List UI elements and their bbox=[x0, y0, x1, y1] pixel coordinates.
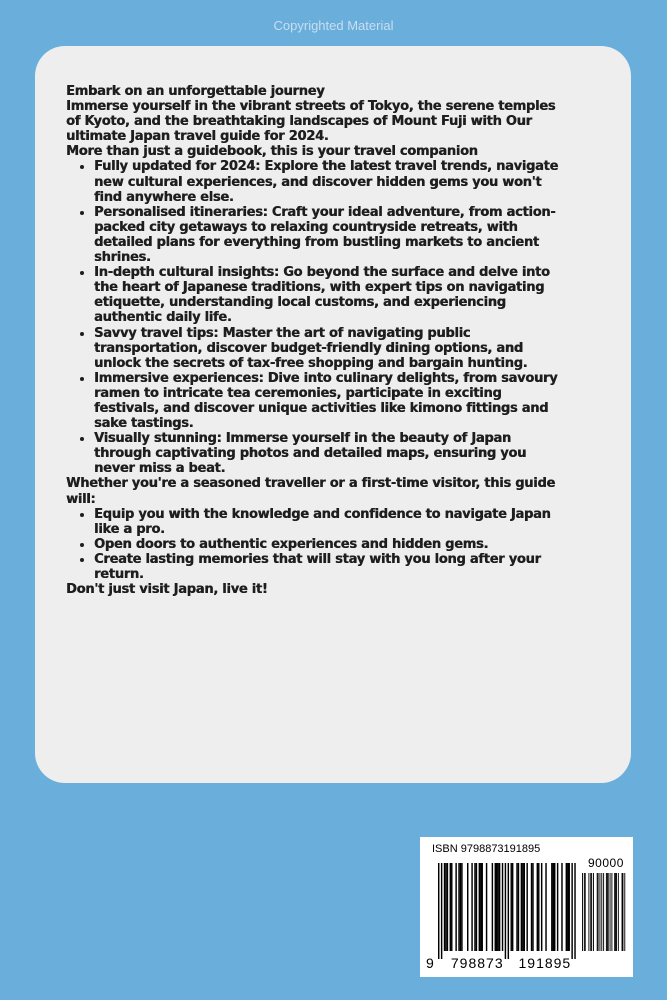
intro-heading: Embark on an unforgettable journey bbox=[66, 84, 325, 99]
barcode-digits-right: 191895 bbox=[518, 955, 572, 971]
feature-item: • Visually stunning: Immerse yourself in the beauty of Japan through captivating photos and detailed maps, ensuring you never miss a beat. bbox=[94, 431, 566, 476]
guide-lead: Whether you're a seasoned traveller or a first-time visitor, this guide will: bbox=[66, 476, 555, 507]
book-description bbox=[66, 84, 566, 597]
barcode-box bbox=[420, 837, 633, 977]
price-addon-barcode-graphic bbox=[582, 871, 626, 955]
barcode-digit-first: 9 bbox=[426, 955, 435, 971]
feature-item: • Personalised itineraries: Craft your ideal adventure, from action-packed city getaways to relaxing countryside retreats, with detailed plans for everything from bustling markets to ancient shrines. bbox=[94, 205, 566, 265]
feature-item: • Fully updated for 2024: Explore the latest travel trends, navigate new cultural experiences, and discover hidden gems you won't find anywhere else. bbox=[94, 159, 566, 204]
feature-item: • In-depth cultural insights: Go beyond the surface and delve into the heart of Japanese traditions, with expert tips on navigating etiquette, understanding local customs, and experiencing authentic daily life. bbox=[94, 265, 566, 325]
feature-item: • Immersive experiences: Dive into culinary delights, from savoury ramen to intricate tea ceremonies, participate in exciting festivals, and discover unique activities like kimono fittings and sake tastings. bbox=[94, 371, 566, 431]
benefit-item: • Create lasting memories that will stay with you long after your return. bbox=[94, 552, 566, 582]
closing-line: Don't just visit Japan, live it! bbox=[66, 582, 268, 598]
benefit-list bbox=[66, 507, 566, 582]
isbn-label: ISBN 9798873191895 bbox=[432, 843, 541, 855]
benefit-item: • Open doors to authentic experiences and hidden gems. bbox=[94, 537, 566, 552]
price-code: 90000 bbox=[588, 856, 624, 870]
intro-lead: More than just a guidebook, this is your travel companion bbox=[66, 144, 478, 160]
copyright-watermark: Copyrighted Material bbox=[273, 18, 394, 33]
feature-item: • Savvy travel tips: Master the art of navigating public transportation, discover budget-friendly dining options, and unlock the secrets of tax-free shopping and bargain hunting. bbox=[94, 326, 566, 371]
barcode-digits-left: 798873 bbox=[450, 955, 504, 971]
benefit-item: • Equip you with the knowledge and confidence to navigate Japan like a pro. bbox=[94, 507, 566, 537]
intro-paragraph: Immerse yourself in the vibrant streets of Tokyo, the serene temples of Kyoto, and the breathtaking landscapes of Mount Fuji with Our ultimate Japan travel guide for 2024. bbox=[66, 99, 556, 145]
ean-barcode-graphic bbox=[438, 859, 578, 959]
barcode-digits bbox=[426, 955, 626, 971]
feature-list bbox=[66, 159, 566, 476]
